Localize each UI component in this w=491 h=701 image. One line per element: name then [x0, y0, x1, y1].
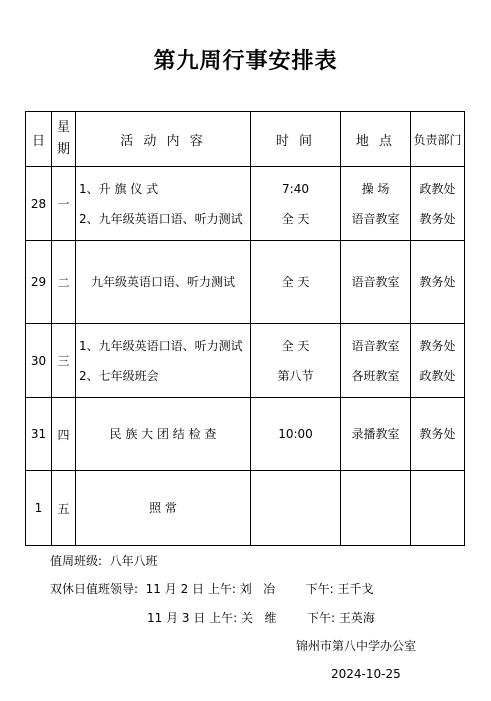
time-item-cell — [251, 398, 341, 471]
weekday-cell: 五 — [52, 471, 76, 546]
duty-class: 值周班级: 八年八班 — [50, 554, 158, 568]
time-item-cell — [251, 324, 341, 398]
dept-item: 教务处 — [419, 427, 456, 441]
time-item-cell — [251, 471, 341, 546]
schedule-row — [26, 398, 465, 471]
issue-date: 2024-10-25 — [331, 667, 401, 681]
header-dept: 负责部门 — [411, 112, 465, 167]
header-time: 时 间 — [251, 112, 341, 167]
activity-item: 民 族 大 团 结 检 查 — [109, 427, 217, 441]
activity-item-cell — [76, 324, 251, 398]
place-item: 各班教室 — [351, 368, 400, 383]
time-item: 全 天 — [281, 275, 310, 289]
header-weekday: 星 期 — [52, 112, 76, 167]
dept-item-cell — [411, 471, 465, 546]
page-title: 第九周行事安排表 — [153, 49, 338, 74]
place-item-cell — [341, 471, 411, 546]
time-item-cell — [251, 167, 341, 241]
day-cell: 28 — [26, 167, 52, 241]
day-cell: 30 — [26, 324, 52, 398]
activity-item: 2、九年级英语口语、听力测试 — [79, 211, 243, 226]
place-item-cell — [341, 324, 411, 398]
header-day: 日 — [26, 112, 52, 167]
place-item: 语音教室 — [351, 338, 400, 353]
dept-item: 政教处 — [419, 368, 456, 383]
dept-item: 教务处 — [419, 338, 456, 353]
activity-item-cell — [76, 471, 251, 546]
schedule-row — [26, 167, 465, 241]
header-row — [26, 112, 465, 167]
dept-item-cell — [411, 241, 465, 324]
dept-item: 教务处 — [419, 211, 456, 226]
dept-item: 政教处 — [419, 181, 456, 196]
activity-item: 照 常 — [149, 501, 177, 515]
place-item-cell — [341, 398, 411, 471]
place-item: 录播教室 — [351, 427, 400, 441]
weekend-duty-line-1: 双休日值班领导: 11 月 2 日 上午: 刘 冶 下午: 王千戈 — [50, 582, 374, 596]
weekday-cell: 二 — [52, 241, 76, 324]
dept-item-cell — [411, 398, 465, 471]
weekend-duty-line-2: 11 月 3 日 上午: 关 维 下午: 王英海 — [147, 611, 375, 625]
time-item: 全 天 — [281, 211, 310, 226]
place-item: 语音教室 — [351, 275, 400, 289]
place-item-cell — [341, 167, 411, 241]
schedule-row — [26, 324, 465, 398]
header-activity: 活 动 内 容 — [76, 112, 251, 167]
dept-item-cell — [411, 324, 465, 398]
weekday-cell: 一 — [52, 167, 76, 241]
activity-item-cell — [76, 167, 251, 241]
dept-item: 教务处 — [419, 275, 456, 289]
activity-item: 2、七年级班会 — [79, 368, 159, 383]
time-item: 7:40 — [282, 181, 309, 196]
time-item: 10:00 — [278, 427, 313, 441]
place-item: 操 场 — [361, 181, 390, 196]
dept-item-cell — [411, 167, 465, 241]
weekday-cell: 三 — [52, 324, 76, 398]
day-cell: 31 — [26, 398, 52, 471]
header-place: 地 点 — [341, 112, 411, 167]
place-item: 语音教室 — [351, 211, 400, 226]
time-item: 全 天 — [281, 338, 310, 353]
time-item-cell — [251, 241, 341, 324]
place-item-cell — [341, 241, 411, 324]
activity-item: 1、九年级英语口语、听力测试 — [79, 338, 243, 353]
day-cell: 29 — [26, 241, 52, 324]
schedule-row — [26, 471, 465, 546]
activity-item: 九年级英语口语、听力测试 — [90, 275, 235, 289]
activity-item-cell — [76, 241, 251, 324]
activity-item-cell — [76, 398, 251, 471]
day-cell: 1 — [26, 471, 52, 546]
activity-item: 1、升 旗 仪 式 — [79, 181, 159, 196]
time-item: 第八节 — [277, 368, 314, 383]
weekday-cell: 四 — [52, 398, 76, 471]
office-name: 锦州市第八中学办公室 — [296, 639, 417, 653]
schedule-row — [26, 241, 465, 324]
schedule-table — [25, 111, 465, 546]
